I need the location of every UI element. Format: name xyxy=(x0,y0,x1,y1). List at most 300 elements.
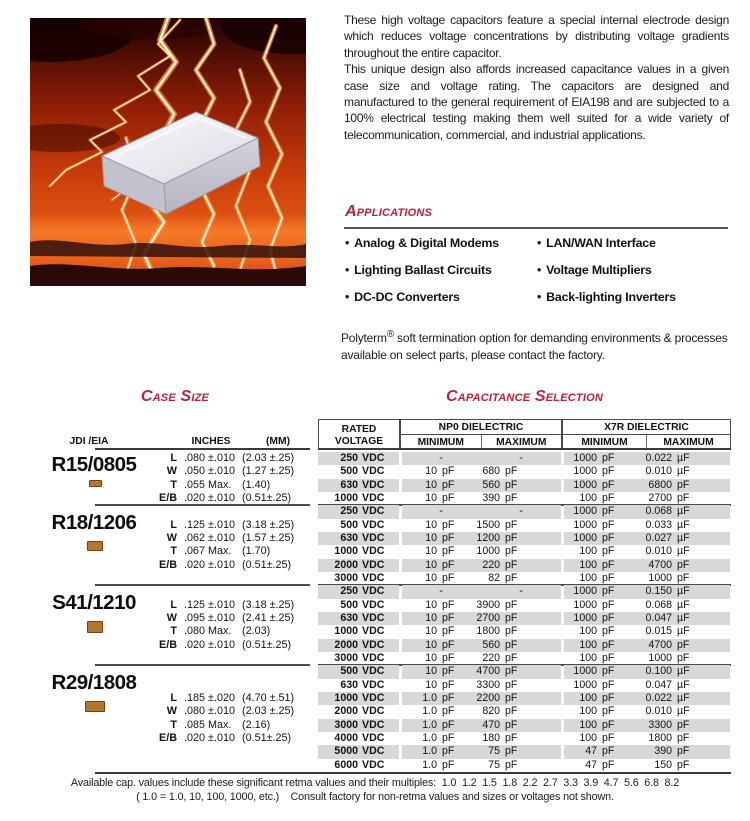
dimension-label: W xyxy=(166,465,177,478)
capacitance-value: 4700 xyxy=(648,638,672,651)
dimension-label: L xyxy=(170,518,177,531)
capacitance-unit: pF xyxy=(677,652,690,664)
dimension-row xyxy=(0,599,318,612)
part-number: R29/1808 xyxy=(51,671,137,695)
capacitance-unit: pF xyxy=(602,572,615,584)
capacitance-unit: pF xyxy=(505,518,518,531)
capacitance-unit: pF xyxy=(442,572,455,584)
section-separator xyxy=(95,584,310,586)
capacitance-dash: - xyxy=(439,585,443,598)
capacitance-unit: pF xyxy=(505,705,518,718)
capacitance-value: 1000 xyxy=(573,518,597,531)
dimension-label: L xyxy=(170,598,177,611)
voltage-value: 1000 xyxy=(334,625,358,638)
table-row xyxy=(318,652,731,665)
capacitance-unit: pF xyxy=(505,598,518,611)
table-row xyxy=(318,719,731,732)
capacitance-unit: pF xyxy=(677,558,690,571)
voltage-value: 6000 xyxy=(334,758,358,771)
application-item xyxy=(537,236,732,263)
dimension-inches: .080 Max. xyxy=(184,625,232,638)
applications-list-left xyxy=(345,236,540,317)
table-row xyxy=(318,639,731,652)
voltage-unit: VDC xyxy=(362,585,385,598)
table-row xyxy=(318,732,731,745)
application-label: Back-lighting Inverters xyxy=(546,290,676,304)
application-item xyxy=(345,236,540,263)
capacitance-value: 1000 xyxy=(573,505,597,518)
capacitance-value: 10 xyxy=(425,558,437,571)
capacitance-unit: pF xyxy=(442,718,455,731)
capacitance-unit: µF xyxy=(677,518,690,531)
table-row xyxy=(318,745,731,758)
capacitance-unit: pF xyxy=(442,745,455,758)
dimension-row xyxy=(0,532,318,545)
section-separator xyxy=(95,504,310,506)
capacitance-selection-heading: Capacitance Selection xyxy=(446,388,603,405)
registered-mark: ® xyxy=(386,329,394,340)
capacitance-dash: - xyxy=(519,505,523,518)
capacitance-value: 10 xyxy=(425,532,437,544)
capacitance-value: 0.100 xyxy=(645,665,672,678)
dimension-inches: .020 ±.010 xyxy=(184,638,235,651)
dimension-label: W xyxy=(166,532,177,545)
voltage-value: 250 xyxy=(340,585,358,598)
table-row xyxy=(318,479,731,492)
table-row xyxy=(318,505,731,518)
applications-heading: Applications xyxy=(345,203,433,220)
section-separator xyxy=(95,664,310,666)
part-number: R15/0805 xyxy=(51,453,137,476)
voltage-unit: VDC xyxy=(362,452,385,464)
dimension-inches: .095 ±.010 xyxy=(184,612,235,625)
voltage-value: 3000 xyxy=(334,718,358,731)
capacitance-value: 100 xyxy=(579,652,597,664)
dimension-row xyxy=(0,719,318,732)
capacitance-value: 10 xyxy=(425,598,437,611)
capacitance-unit: pF xyxy=(602,545,615,558)
table-row xyxy=(318,465,731,478)
capacitance-value: 1000 xyxy=(573,478,597,491)
capacitance-value: 150 xyxy=(654,758,672,771)
capacitance-value: 1800 xyxy=(648,732,672,744)
dimension-label: T xyxy=(170,625,177,638)
capacitance-value: 0.068 xyxy=(645,505,672,518)
capacitance-dash: - xyxy=(519,585,523,598)
capacitance-unit: pF xyxy=(505,572,518,584)
capacitance-unit: pF xyxy=(602,492,615,504)
voltage-unit: VDC xyxy=(362,478,385,491)
bullet-icon: • xyxy=(537,263,542,277)
dimension-inches: .050 ±.010 xyxy=(184,465,235,478)
dimension-mm: (1.40) xyxy=(242,478,271,491)
capacitance-value: 10 xyxy=(425,638,437,651)
capacitance-value: 10 xyxy=(425,665,437,678)
capacitance-unit: pF xyxy=(442,478,455,491)
capacitance-unit: pF xyxy=(602,505,615,518)
capacitance-unit: µF xyxy=(677,692,690,704)
dimension-row xyxy=(0,612,318,625)
dimension-mm: (1.27 ±.25) xyxy=(242,465,295,478)
table-row xyxy=(318,679,731,692)
capacitance-value: 10 xyxy=(425,518,437,531)
voltage-unit: VDC xyxy=(362,505,385,518)
capacitance-value: 100 xyxy=(579,625,597,638)
capacitance-value: 470 xyxy=(482,718,500,731)
capacitance-unit: pF xyxy=(442,625,455,638)
column-header-inches: INCHES xyxy=(191,436,231,447)
capacitance-value: 1000 xyxy=(573,678,597,691)
capacitance-value: 390 xyxy=(654,745,672,758)
capacitance-unit: pF xyxy=(677,718,690,731)
capacitance-value: 1500 xyxy=(476,518,500,531)
capacitance-unit: pF xyxy=(442,638,455,651)
dimension-mm: (2.03 ±.25) xyxy=(242,705,295,718)
capacitance-value: 180 xyxy=(482,732,500,744)
capacitance-unit: pF xyxy=(505,478,518,491)
intro-paragraph-1: These high voltage capacitors feature a special internal electrode design which reduces voltage concentrations by distributing voltage gradients throughout the entire capacitor. xyxy=(344,13,729,60)
voltage-value: 5000 xyxy=(334,745,358,758)
capacitance-value: 100 xyxy=(579,732,597,744)
capacitance-value: 0.033 xyxy=(645,518,672,531)
capacitance-value: 680 xyxy=(482,465,500,478)
capacitance-unit: pF xyxy=(602,638,615,651)
voltage-unit: VDC xyxy=(362,545,385,558)
dimension-inches: .020 ±.010 xyxy=(184,491,235,504)
capacitance-value: 100 xyxy=(579,572,597,584)
dimension-mm: (2.16) xyxy=(242,718,271,731)
dimension-mm: (3.18 ±.25) xyxy=(242,518,295,531)
capacitance-dash: - xyxy=(439,452,443,464)
dimension-row xyxy=(0,692,318,705)
capacitance-value: 100 xyxy=(579,545,597,558)
capacitance-value: 560 xyxy=(482,478,500,491)
voltage-value: 500 xyxy=(340,598,358,611)
capacitance-unit: pF xyxy=(602,652,615,664)
capacitance-value: 10 xyxy=(425,492,437,504)
voltage-unit: VDC xyxy=(362,705,385,718)
dimension-row xyxy=(0,519,318,532)
capacitance-unit: pF xyxy=(505,492,518,504)
capacitance-unit: pF xyxy=(602,558,615,571)
capacitance-value: 1000 xyxy=(476,545,500,558)
dimension-inches: .085 Max. xyxy=(184,718,232,731)
voltage-value: 500 xyxy=(340,465,358,478)
capacitance-unit: µF xyxy=(677,625,690,638)
capacitance-unit: µF xyxy=(677,678,690,691)
capacitance-value: 3300 xyxy=(648,718,672,731)
voltage-unit: VDC xyxy=(362,518,385,531)
dimension-label: E/B xyxy=(159,731,177,744)
dimension-inches: .080 ±.010 xyxy=(184,452,235,465)
applications-rule xyxy=(344,227,728,229)
voltage-unit: VDC xyxy=(362,692,385,704)
capacitance-value: 75 xyxy=(488,745,500,758)
table-row xyxy=(318,612,731,625)
capacitance-value: 0.027 xyxy=(645,532,672,544)
capacitance-value: 100 xyxy=(579,692,597,704)
dimension-mm: (0.51±.25) xyxy=(242,558,292,571)
voltage-value: 630 xyxy=(340,478,358,491)
voltage-unit: VDC xyxy=(362,745,385,758)
capacitance-value: 4700 xyxy=(648,558,672,571)
capacitance-unit: pF xyxy=(505,545,518,558)
capacitance-value: 1000 xyxy=(573,598,597,611)
capacitance-unit: pF xyxy=(505,652,518,664)
capacitance-unit: pF xyxy=(677,478,690,491)
capacitance-unit: µF xyxy=(677,465,690,478)
dimension-label: T xyxy=(170,718,177,731)
column-header-x7r: X7R DIELECTRIC MINIMUM MAXIMUM xyxy=(562,419,731,450)
table-bottom-rule xyxy=(95,772,731,774)
capacitance-unit: pF xyxy=(505,558,518,571)
voltage-unit: VDC xyxy=(362,652,385,664)
voltage-value: 1000 xyxy=(334,692,358,704)
capacitance-unit: pF xyxy=(442,692,455,704)
dimension-label: E/B xyxy=(159,558,177,571)
dimension-mm: (2.03) xyxy=(242,625,271,638)
dimension-row xyxy=(0,492,318,505)
case-size-heading: Case Size xyxy=(140,388,210,405)
column-header-mm: (MM) xyxy=(265,436,290,447)
capacitor-lightning-photo xyxy=(30,18,306,286)
voltage-unit: VDC xyxy=(362,558,385,571)
capacitance-value: 1200 xyxy=(476,532,500,544)
capacitance-unit: pF xyxy=(602,718,615,731)
voltage-value: 250 xyxy=(340,452,358,464)
capacitance-unit: pF xyxy=(442,652,455,664)
capacitance-value: 0.010 xyxy=(645,705,672,718)
capacitance-unit: µF xyxy=(677,705,690,718)
capacitance-unit: µF xyxy=(677,545,690,558)
capacitance-value: 0.010 xyxy=(645,465,672,478)
capacitance-value: 10 xyxy=(425,465,437,478)
bullet-icon: • xyxy=(345,236,350,250)
capacitance-unit: pF xyxy=(602,478,615,491)
capacitance-value: 1.0 xyxy=(422,745,437,758)
capacitance-value: 2200 xyxy=(476,692,500,704)
capacitance-unit: pF xyxy=(505,678,518,691)
voltage-unit: VDC xyxy=(362,758,385,771)
capacitance-unit: pF xyxy=(442,532,455,544)
capacitance-value: 82 xyxy=(488,572,500,584)
capacitance-unit: µF xyxy=(677,612,690,624)
capacitance-unit: pF xyxy=(505,625,518,638)
dimension-mm: (2.03 ±.25) xyxy=(242,452,295,465)
capacitance-unit: pF xyxy=(677,745,690,758)
table-row xyxy=(318,519,731,532)
capacitance-unit: pF xyxy=(442,558,455,571)
dimension-row xyxy=(0,639,318,652)
capacitance-value: 1.0 xyxy=(422,732,437,744)
dimension-mm: (2.41 ±.25) xyxy=(242,612,295,625)
capacitance-value: 2700 xyxy=(648,492,672,504)
capacitance-value: 100 xyxy=(579,558,597,571)
capacitance-table-header-rule xyxy=(318,448,731,450)
capacitance-unit: pF xyxy=(505,758,518,771)
voltage-unit: VDC xyxy=(362,638,385,651)
capacitance-unit: pF xyxy=(442,465,455,478)
capacitance-value: 1.0 xyxy=(422,758,437,771)
table-row xyxy=(318,452,731,465)
voltage-unit: VDC xyxy=(362,732,385,744)
bullet-icon: • xyxy=(537,290,542,304)
capacitance-unit: pF xyxy=(602,665,615,678)
capacitance-unit: pF xyxy=(442,732,455,744)
capacitance-unit: pF xyxy=(442,612,455,624)
dimension-inches: .080 ±.010 xyxy=(184,705,235,718)
application-label: Voltage Multipliers xyxy=(546,263,652,277)
voltage-value: 2000 xyxy=(334,638,358,651)
column-header-np0: NP0 DIELECTRIC MINIMUM MAXIMUM xyxy=(400,419,562,450)
capacitance-value: 100 xyxy=(579,638,597,651)
voltage-unit: VDC xyxy=(362,665,385,678)
capacitance-unit: µF xyxy=(677,505,690,518)
capacitance-value: 1000 xyxy=(573,532,597,544)
dimension-label: W xyxy=(166,705,177,718)
dimension-row xyxy=(0,625,318,638)
capacitance-unit: pF xyxy=(602,585,615,598)
dimension-inches: .020 ±.010 xyxy=(184,558,235,571)
application-item xyxy=(345,263,540,290)
voltage-value: 4000 xyxy=(334,732,358,744)
capacitance-unit: pF xyxy=(677,492,690,504)
table-row xyxy=(318,692,731,705)
capacitance-value: 220 xyxy=(482,558,500,571)
dimension-inches: .125 ±.010 xyxy=(184,518,235,531)
bullet-icon: • xyxy=(537,236,542,250)
dimension-inches: .067 Max. xyxy=(184,545,232,558)
capacitance-value: 0.047 xyxy=(645,678,672,691)
voltage-unit: VDC xyxy=(362,625,385,638)
dimension-row xyxy=(0,479,318,492)
table-row xyxy=(318,759,731,772)
capacitance-unit: pF xyxy=(602,692,615,704)
bullet-icon: • xyxy=(345,290,350,304)
capacitance-unit: pF xyxy=(677,732,690,744)
capacitance-unit: pF xyxy=(442,492,455,504)
capacitance-unit: pF xyxy=(602,745,615,758)
dimension-label: T xyxy=(170,545,177,558)
capacitance-unit: pF xyxy=(505,732,518,744)
dimension-row xyxy=(0,452,318,465)
capacitance-unit: pF xyxy=(505,532,518,544)
capacitance-value: 1000 xyxy=(573,612,597,624)
voltage-unit: VDC xyxy=(362,718,385,731)
capacitance-unit: pF xyxy=(442,545,455,558)
dimension-mm: (1.57 ±.25) xyxy=(242,532,295,545)
application-item xyxy=(537,263,732,290)
case-table-header-rule xyxy=(95,448,310,450)
voltage-unit: VDC xyxy=(362,572,385,584)
capacitance-unit: pF xyxy=(602,678,615,691)
part-number: R18/1206 xyxy=(51,511,137,535)
capacitance-unit: pF xyxy=(442,665,455,678)
table-row xyxy=(318,572,731,585)
dimension-mm: (0.51±.25) xyxy=(242,731,292,744)
capacitance-unit: pF xyxy=(442,598,455,611)
table-row xyxy=(318,559,731,572)
voltage-value: 2000 xyxy=(334,558,358,571)
application-label: Lighting Ballast Circuits xyxy=(354,263,492,277)
dimension-label: W xyxy=(166,612,177,625)
column-header-rated-voltage: RATED VOLTAGE xyxy=(318,419,400,450)
polyterm-note: Polyterm® soft termination option for demanding environments & processes available on select parts, please contact the factory. xyxy=(341,329,728,362)
voltage-value: 500 xyxy=(340,665,358,678)
dimension-inches: .185 ±.020 xyxy=(184,692,235,705)
capacitance-unit: pF xyxy=(602,758,615,771)
capacitance-unit: pF xyxy=(505,718,518,731)
table-row xyxy=(318,625,731,638)
footer-note-line1: Available cap. values include these significant retma values and their multiples: 1.0 1.2 1.5 1.8 2.2 2.7 3.3 3.9 4.7 5.6 6.8 8.2 xyxy=(70,777,680,789)
capacitance-value: 10 xyxy=(425,625,437,638)
capacitance-value: 0.022 xyxy=(645,692,672,704)
capacitance-value: 1000 xyxy=(573,665,597,678)
capacitance-value: 1000 xyxy=(573,585,597,598)
voltage-unit: VDC xyxy=(362,678,385,691)
dimension-label: E/B xyxy=(159,491,177,504)
voltage-unit: VDC xyxy=(362,612,385,624)
capacitance-value: 0.010 xyxy=(645,545,672,558)
capacitance-unit: pF xyxy=(442,678,455,691)
application-label: DC-DC Converters xyxy=(354,290,460,304)
table-row xyxy=(318,532,731,545)
voltage-value: 630 xyxy=(340,612,358,624)
application-item xyxy=(345,290,540,317)
capacitance-unit: µF xyxy=(677,598,690,611)
capacitance-unit: µF xyxy=(677,532,690,544)
dimension-row xyxy=(0,732,318,745)
dimension-row xyxy=(0,465,318,478)
capacitance-value: 10 xyxy=(425,612,437,624)
application-item xyxy=(537,290,732,317)
capacitance-value: 1.0 xyxy=(422,718,437,731)
capacitance-unit: pF xyxy=(602,452,615,464)
capacitance-unit: pF xyxy=(442,705,455,718)
voltage-unit: VDC xyxy=(362,465,385,478)
capacitance-value: 10 xyxy=(425,678,437,691)
dimension-label: T xyxy=(170,478,177,491)
capacitance-unit: pF xyxy=(505,745,518,758)
voltage-value: 500 xyxy=(340,518,358,531)
capacitance-unit: pF xyxy=(602,518,615,531)
capacitance-value: 6800 xyxy=(648,478,672,491)
voltage-value: 1000 xyxy=(334,545,358,558)
capacitance-unit: pF xyxy=(442,518,455,531)
application-label: Analog & Digital Modems xyxy=(354,236,499,250)
capacitance-value: 10 xyxy=(425,572,437,584)
capacitance-unit: pF xyxy=(677,638,690,651)
capacitance-value: 0.068 xyxy=(645,598,672,611)
voltage-value: 2000 xyxy=(334,705,358,718)
capacitance-dash: - xyxy=(519,452,523,464)
capacitance-unit: pF xyxy=(505,692,518,704)
capacitance-value: 560 xyxy=(482,638,500,651)
voltage-unit: VDC xyxy=(362,492,385,504)
capacitance-value: 220 xyxy=(482,652,500,664)
capacitance-value: 3300 xyxy=(476,678,500,691)
capacitance-unit: pF xyxy=(602,612,615,624)
capacitance-value: 10 xyxy=(425,478,437,491)
capacitance-value: 1000 xyxy=(648,652,672,664)
dimension-label: E/B xyxy=(159,638,177,651)
intro-text xyxy=(344,12,729,143)
capacitance-value: 47 xyxy=(585,758,597,771)
capacitance-dash: - xyxy=(439,505,443,518)
voltage-value: 1000 xyxy=(334,492,358,504)
applications-list-right xyxy=(537,236,732,317)
capacitance-unit: pF xyxy=(505,638,518,651)
